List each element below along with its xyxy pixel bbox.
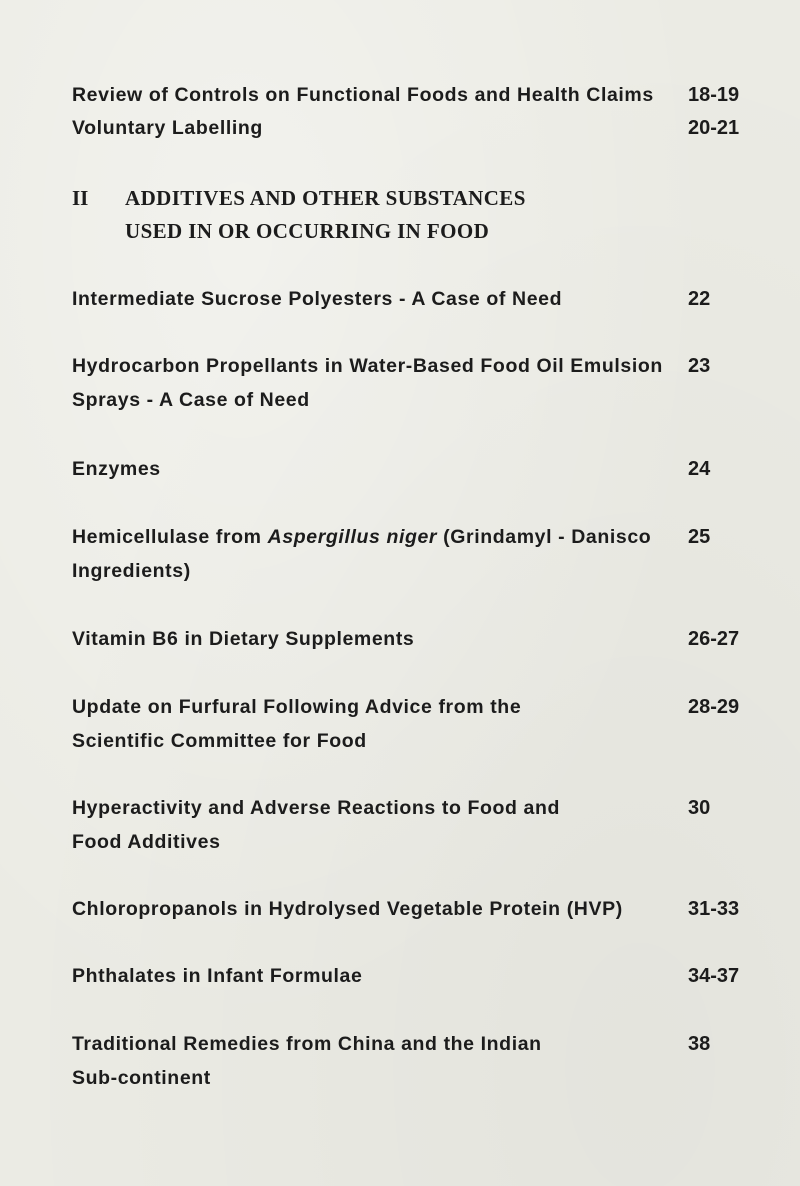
toc-entry-title — [72, 526, 651, 549]
toc-entry-title-continued: Ingredients) — [72, 560, 191, 582]
section-title-line1: ADDITIVES AND OTHER SUBSTANCES — [125, 186, 526, 210]
toc-entry-title: Intermediate Sucrose Polyesters - A Case of Need — [72, 288, 563, 310]
section-number: II — [72, 186, 89, 210]
toc-entry-page: 25 — [688, 526, 711, 548]
section-title-line2: USED IN OR OCCURRING IN FOOD — [125, 219, 490, 243]
toc-entry-page: 38 — [688, 1033, 711, 1055]
toc-entry-title-part: Hemicellulase from — [72, 526, 268, 548]
toc-entry-title-continued: Sprays - A Case of Need — [72, 389, 310, 411]
toc-entry-title: Enzymes — [72, 458, 161, 480]
toc-entry-page: 18-19 — [688, 84, 740, 106]
toc-entry-page: 20-21 — [688, 117, 740, 139]
toc-entry-title: Traditional Remedies from China and the Indian — [72, 1033, 542, 1055]
toc-entry-title: Chloropropanols in Hydrolysed Vegetable Protein (HVP) — [72, 898, 623, 920]
toc-entry-title: Hydrocarbon Propellants in Water-Based Food Oil Emulsion — [72, 355, 663, 377]
toc-entry-page: 28-29 — [688, 696, 740, 718]
toc-entry-title-continued: Scientific Committee for Food — [72, 730, 367, 752]
toc-entry-title: Phthalates in Infant Formulae — [72, 965, 363, 987]
toc-entry-page: 30 — [688, 797, 711, 819]
toc-entry-title: Update on Furfural Following Advice from the — [72, 696, 522, 718]
toc-entry-page: 34-37 — [688, 965, 740, 987]
toc-entry-title: Vitamin B6 in Dietary Supplements — [72, 628, 415, 650]
toc-entry-title-continued: Food Additives — [72, 831, 221, 853]
toc-entry-page: 23 — [688, 355, 711, 377]
toc-entry-title: Voluntary Labelling — [72, 117, 263, 139]
toc-entry-title-part: (Grindamyl - Danisco — [437, 526, 652, 548]
toc-entry-title-italic: Aspergillus niger — [267, 526, 438, 548]
toc-entry-page: 26-27 — [688, 628, 740, 650]
toc-entry-page: 24 — [688, 458, 711, 480]
toc-entry-title-continued: Sub-continent — [72, 1067, 211, 1089]
toc-entry-page: 31-33 — [688, 898, 740, 920]
toc-entry-page: 22 — [688, 288, 711, 310]
toc-entry-title: Hyperactivity and Adverse Reactions to Food and — [72, 797, 561, 819]
toc-entry-title: Review of Controls on Functional Foods and Health Claims — [72, 84, 654, 106]
